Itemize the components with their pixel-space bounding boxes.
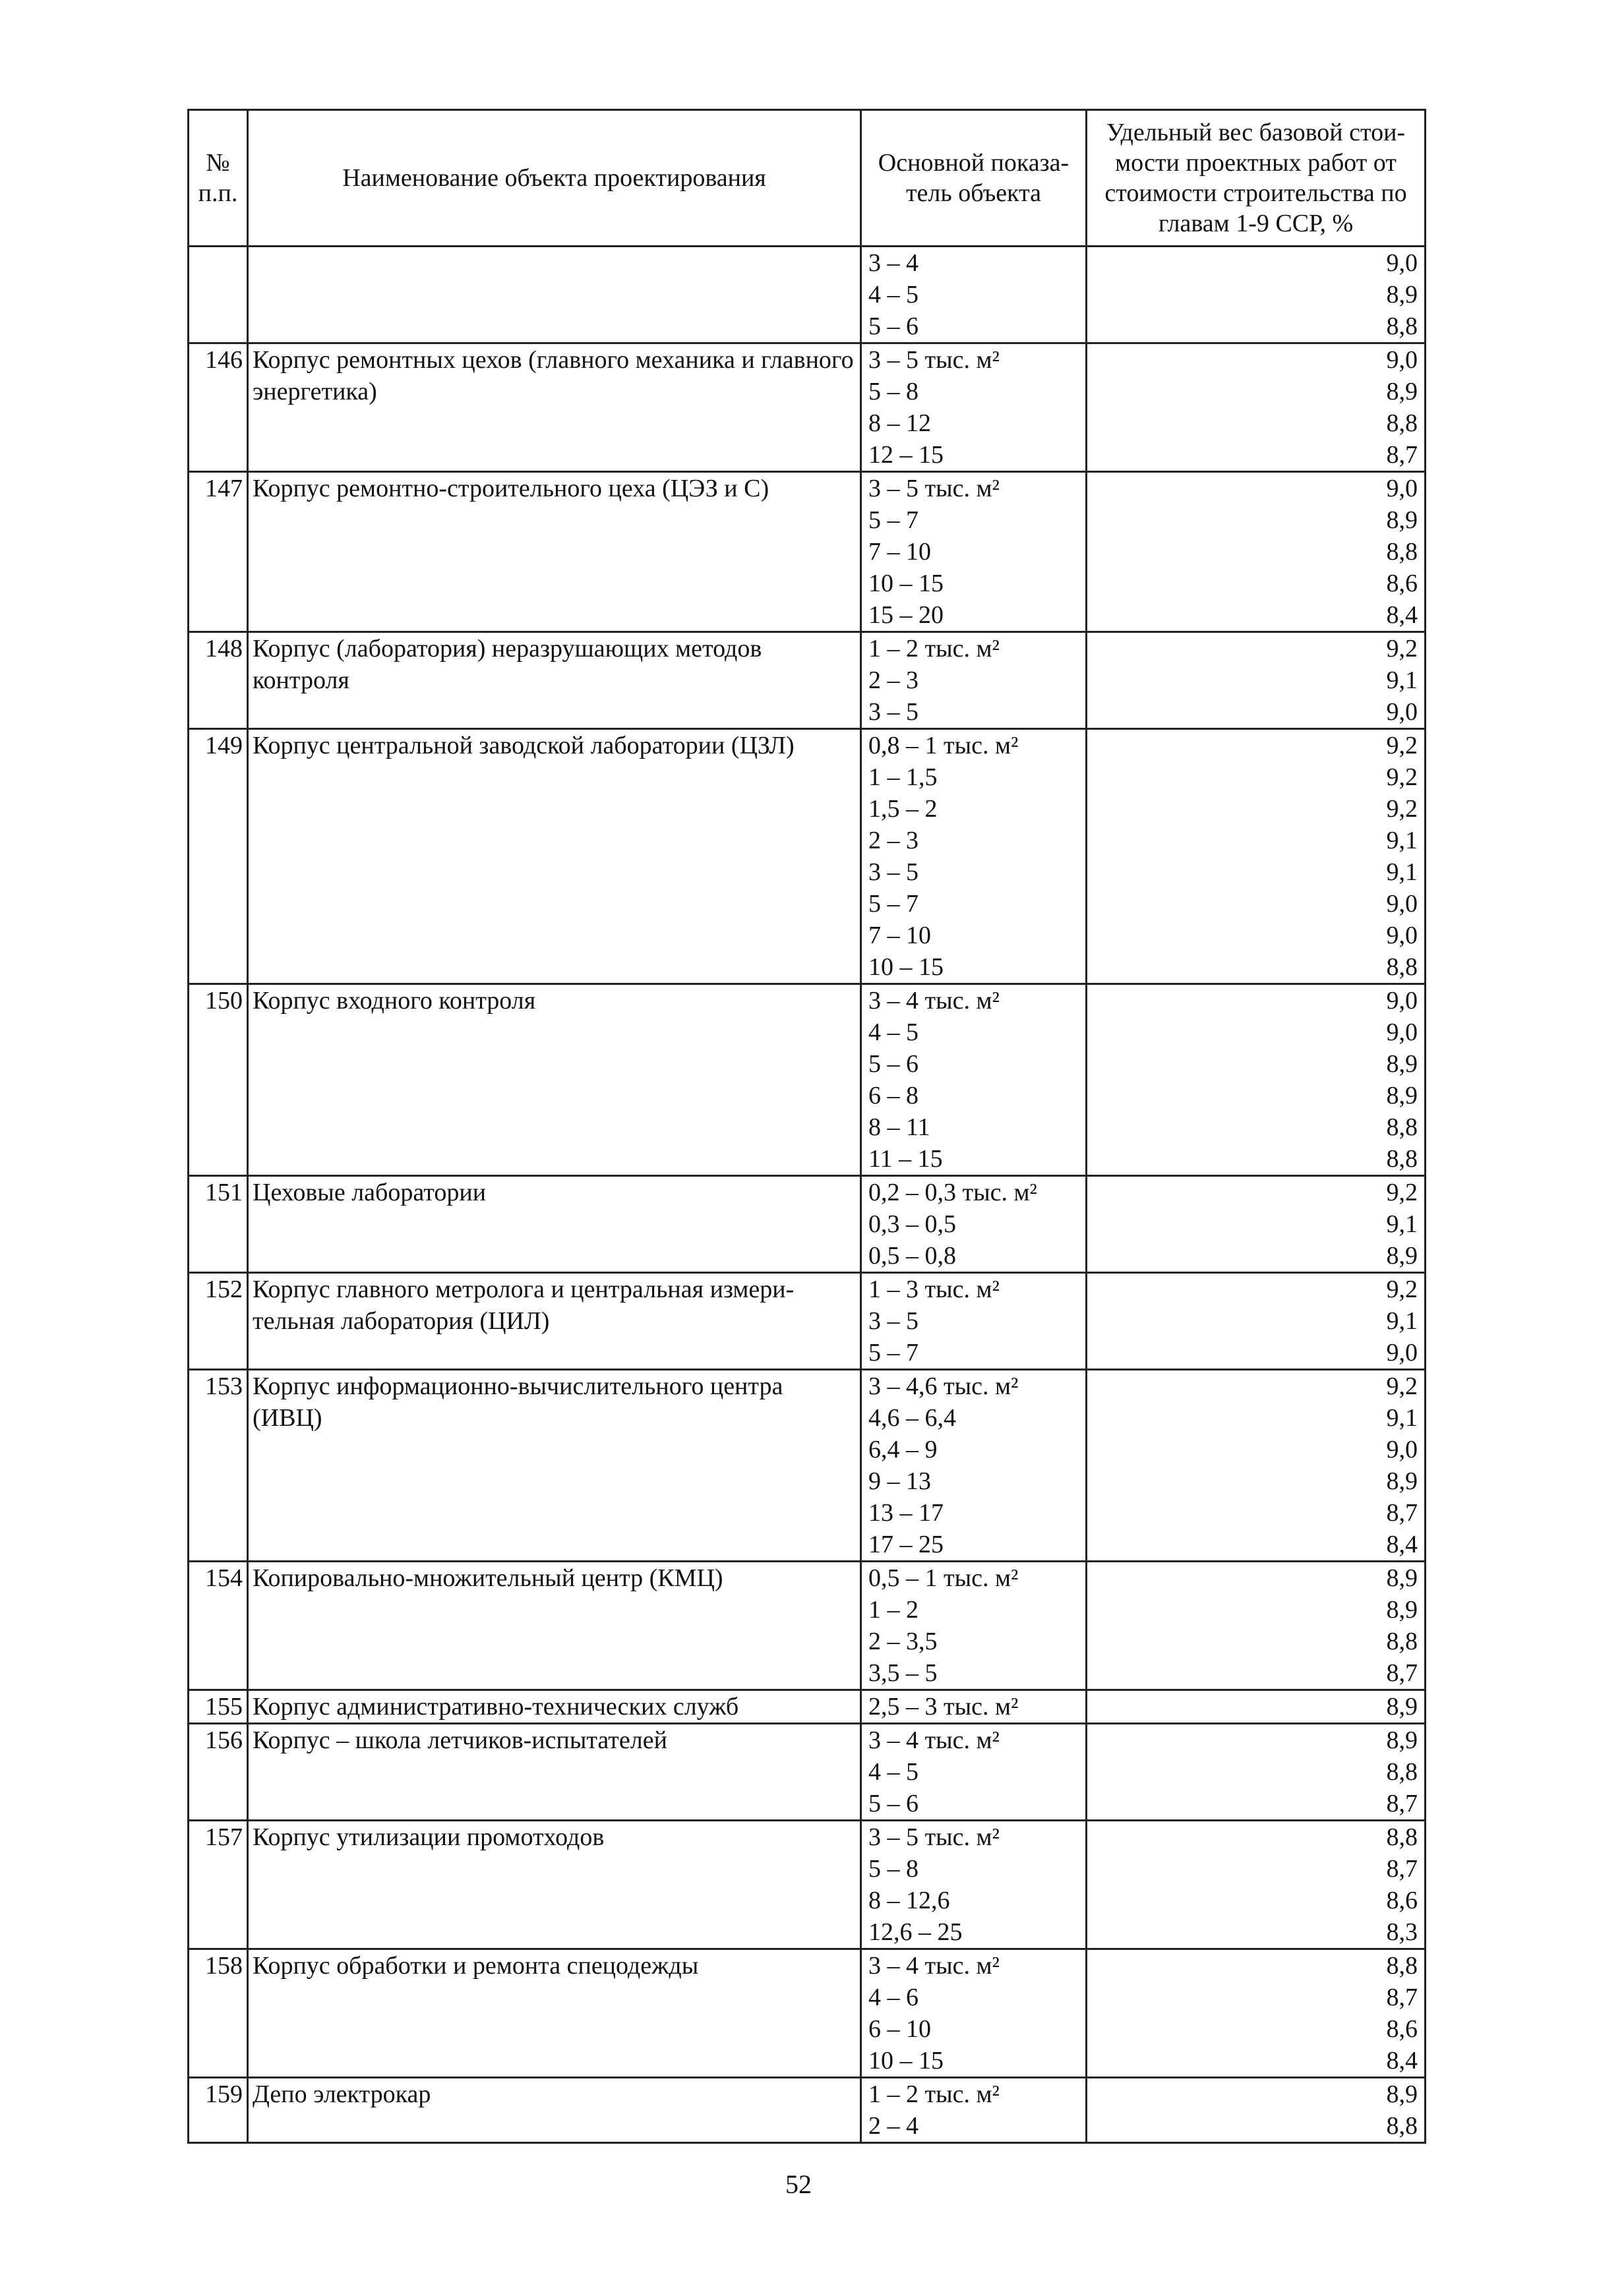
table-row: [189, 984, 1426, 1176]
share-value: 9,0: [1386, 1018, 1418, 1046]
share-value: 8,3: [1386, 1918, 1418, 1946]
indicator-cell: [861, 729, 1087, 984]
share-value: 9,0: [1386, 922, 1418, 949]
indicator-range: 5 – 7: [868, 890, 919, 918]
row-number: [189, 247, 248, 343]
object-name: Корпус ремонтно-строительного цеха (ЦЭЗ и С): [248, 472, 861, 632]
table-row: [189, 1273, 1426, 1370]
indicator-cell: [861, 1176, 1087, 1273]
share-value: 9,2: [1386, 795, 1418, 823]
share-value: 9,1: [1386, 666, 1418, 694]
indicator-cell: [861, 1370, 1087, 1562]
indicator-range: 3 – 5: [868, 858, 919, 886]
page-number: 52: [785, 2169, 812, 2199]
share-value: 8,9: [1386, 1082, 1418, 1109]
table-row: [189, 1562, 1426, 1690]
share-value: 8,7: [1386, 1659, 1418, 1687]
share-cell: [1087, 1949, 1426, 2078]
object-name: Корпус информационно-вычислительного центра (ИВЦ): [248, 1370, 861, 1562]
object-name: Корпус – школа летчиков-испытателей: [248, 1724, 861, 1821]
share-value: 8,9: [1386, 1050, 1418, 1078]
indicator-range: 11 – 15: [868, 1145, 943, 1173]
indicator-cell: [861, 2078, 1087, 2143]
share-cell: [1087, 632, 1426, 729]
indicator-cell: [861, 1690, 1087, 1724]
share-value: 8,8: [1386, 1113, 1418, 1141]
table-row: [189, 1724, 1426, 1821]
indicator-range: 3 – 4 тыс. м²: [868, 1952, 1000, 1980]
row-number: 147: [189, 472, 248, 632]
indicator-range: 10 – 15: [868, 2047, 944, 2075]
share-value: 8,8: [1386, 1758, 1418, 1786]
indicator-range: 3 – 4 тыс. м²: [868, 1726, 1000, 1754]
indicator-range: 4 – 5: [868, 1018, 919, 1046]
indicator-range: 1 – 2 тыс. м²: [868, 635, 1000, 662]
object-name: Корпус входного контроля: [248, 984, 861, 1176]
table-header-row: [189, 110, 1426, 247]
share-value: 9,2: [1386, 1276, 1418, 1303]
share-value: 9,0: [1386, 1339, 1418, 1367]
indicator-range: 6,4 – 9: [868, 1436, 938, 1463]
indicator-range: 2 – 3: [868, 827, 919, 854]
row-number: 148: [189, 632, 248, 729]
share-value: 8,9: [1386, 1242, 1418, 1270]
indicator-range: 8 – 12,6: [868, 1887, 950, 1914]
share-value: 8,9: [1386, 1596, 1418, 1624]
indicator-cell: [861, 984, 1087, 1176]
indicator-range: 3 – 5 тыс. м²: [868, 1823, 1000, 1851]
row-number: 155: [189, 1690, 248, 1724]
share-cell: [1087, 1562, 1426, 1690]
share-cell: [1087, 984, 1426, 1176]
indicator-range: 1 – 3 тыс. м²: [868, 1276, 1000, 1303]
share-value: 8,4: [1386, 2047, 1418, 2075]
table-row: [189, 632, 1426, 729]
indicator-range: 1,5 – 2: [868, 795, 938, 823]
share-cell: [1087, 1821, 1426, 1949]
indicator-range: 4,6 – 6,4: [868, 1404, 956, 1432]
indicator-range: 2 – 3: [868, 666, 919, 694]
indicator-range: 4 – 5: [868, 1758, 919, 1786]
indicator-range: 5 – 6: [868, 1790, 919, 1817]
indicator-cell: [861, 1273, 1087, 1370]
indicator-range: 3 – 5 тыс. м²: [868, 475, 1000, 502]
share-value: 8,9: [1386, 378, 1418, 405]
share-value: 8,9: [1386, 1564, 1418, 1592]
table-row: [189, 343, 1426, 472]
indicator-range: 3,5 – 5: [868, 1659, 938, 1687]
indicator-range: 0,8 – 1 тыс. м²: [868, 732, 1019, 759]
indicator-range: 9 – 13: [868, 1467, 931, 1495]
share-value: 8,4: [1386, 1531, 1418, 1558]
share-cell: [1087, 2078, 1426, 2143]
share-value: 9,0: [1386, 249, 1418, 277]
indicator-range: 8 – 12: [868, 409, 931, 437]
indicator-range: 3 – 4,6 тыс. м²: [868, 1372, 1019, 1400]
indicator-cell: [861, 1562, 1087, 1690]
share-value: 8,8: [1386, 2112, 1418, 2140]
share-value: 9,0: [1386, 346, 1418, 374]
share-value: 8,7: [1386, 1499, 1418, 1527]
row-number: 149: [189, 729, 248, 984]
table-row: [189, 1370, 1426, 1562]
share-cell: [1087, 1690, 1426, 1724]
object-name: Корпус (лаборатория) неразрушающих методов контроля: [248, 632, 861, 729]
header-number: № п.п.: [189, 110, 248, 247]
indicator-range: 13 – 17: [868, 1499, 944, 1527]
row-number: 157: [189, 1821, 248, 1949]
indicator-range: 3 – 4: [868, 249, 919, 277]
indicator-cell: [861, 1821, 1087, 1949]
indicator-cell: [861, 343, 1087, 472]
row-number: 151: [189, 1176, 248, 1273]
share-value: 8,8: [1386, 1952, 1418, 1980]
table-row: [189, 2078, 1426, 2143]
share-value: 8,8: [1386, 1145, 1418, 1173]
share-value: 8,7: [1386, 1790, 1418, 1817]
table-row: [189, 1690, 1426, 1724]
indicator-range: 5 – 7: [868, 506, 919, 534]
indicator-range: 1 – 1,5: [868, 763, 938, 791]
object-name: Корпус обработки и ремонта спецодежды: [248, 1949, 861, 2078]
table-row: [189, 1176, 1426, 1273]
indicator-range: 7 – 10: [868, 922, 931, 949]
share-value: 8,7: [1386, 1984, 1418, 2011]
object-name: Корпус главного метролога и центральная измери-тельная лаборатория (ЦИЛ): [248, 1273, 861, 1370]
share-value: 8,9: [1386, 2080, 1418, 2108]
share-value: 8,7: [1386, 1855, 1418, 1883]
indicator-range: 15 – 20: [868, 601, 944, 629]
indicator-range: 2,5 – 3 тыс. м²: [868, 1693, 1019, 1721]
share-cell: [1087, 1370, 1426, 1562]
share-value: 8,4: [1386, 601, 1418, 629]
row-number: 154: [189, 1562, 248, 1690]
header-object-name: Наименование объекта проектирования: [248, 110, 861, 247]
indicator-range: 10 – 15: [868, 570, 944, 597]
share-value: 8,9: [1386, 1693, 1418, 1721]
share-value: 9,2: [1386, 635, 1418, 662]
indicator-range: 8 – 11: [868, 1113, 930, 1141]
share-value: 9,0: [1386, 698, 1418, 726]
indicator-range: 12,6 – 25: [868, 1918, 963, 1946]
table-body: [189, 247, 1426, 2143]
share-value: 9,2: [1386, 763, 1418, 791]
share-cell: [1087, 1273, 1426, 1370]
header-cost-share: Удельный вес базовой стои-мости проектных работ от стоимости строительства по главам 1-9 ССР, %: [1087, 110, 1426, 247]
table-row: [189, 729, 1426, 984]
indicator-cell: [861, 632, 1087, 729]
share-value: 8,9: [1386, 1467, 1418, 1495]
share-value: 9,1: [1386, 1210, 1418, 1238]
share-value: 8,6: [1386, 570, 1418, 597]
indicator-range: 12 – 15: [868, 441, 944, 469]
indicator-range: 5 – 6: [868, 312, 919, 340]
cost-share-table: [187, 109, 1426, 2144]
share-value: 9,1: [1386, 1307, 1418, 1335]
share-value: 9,2: [1386, 1372, 1418, 1400]
share-value: 8,8: [1386, 953, 1418, 981]
table-row: [189, 472, 1426, 632]
share-value: 8,8: [1386, 538, 1418, 566]
row-number: 146: [189, 343, 248, 472]
indicator-range: 6 – 10: [868, 2015, 931, 2043]
indicator-range: 1 – 2: [868, 1596, 919, 1624]
indicator-range: 2 – 3,5: [868, 1628, 938, 1655]
share-value: 8,8: [1386, 1628, 1418, 1655]
object-name: [248, 247, 861, 343]
indicator-range: 3 – 5: [868, 698, 919, 726]
share-value: 8,6: [1386, 2015, 1418, 2043]
share-value: 9,1: [1386, 827, 1418, 854]
object-name: Корпус административно-технических служб: [248, 1690, 861, 1724]
indicator-range: 3 – 5: [868, 1307, 919, 1335]
indicator-range: 5 – 6: [868, 1050, 919, 1078]
share-value: 8,9: [1386, 1726, 1418, 1754]
row-number: 153: [189, 1370, 248, 1562]
object-name: Цеховые лаборатории: [248, 1176, 861, 1273]
share-value: 9,1: [1386, 1404, 1418, 1432]
share-value: 8,9: [1386, 281, 1418, 309]
share-value: 9,2: [1386, 732, 1418, 759]
share-cell: [1087, 247, 1426, 343]
row-number: 150: [189, 984, 248, 1176]
indicator-range: 1 – 2 тыс. м²: [868, 2080, 1000, 2108]
share-cell: [1087, 343, 1426, 472]
row-number: 152: [189, 1273, 248, 1370]
row-number: 159: [189, 2078, 248, 2143]
table-row: [189, 1949, 1426, 2078]
share-value: 8,8: [1386, 1823, 1418, 1851]
object-name: Депо электрокар: [248, 2078, 861, 2143]
object-name: Корпус ремонтных цехов (главного механика и главного энергетика): [248, 343, 861, 472]
object-name: Копировально-множительный центр (КМЦ): [248, 1562, 861, 1690]
share-value: 8,9: [1386, 506, 1418, 534]
table-row: [189, 247, 1426, 343]
indicator-range: 0,5 – 1 тыс. м²: [868, 1564, 1019, 1592]
share-cell: [1087, 1724, 1426, 1821]
indicator-range: 5 – 8: [868, 378, 919, 405]
indicator-range: 4 – 5: [868, 281, 919, 309]
indicator-range: 0,3 – 0,5: [868, 1210, 956, 1238]
share-value: 9,0: [1386, 987, 1418, 1015]
indicator-range: 0,5 – 0,8: [868, 1242, 956, 1270]
object-name: Корпус утилизации промотходов: [248, 1821, 861, 1949]
indicator-range: 4 – 6: [868, 1984, 919, 2011]
indicator-range: 2 – 4: [868, 2112, 919, 2140]
indicator-range: 5 – 8: [868, 1855, 919, 1883]
share-value: 8,8: [1386, 312, 1418, 340]
indicator-cell: [861, 247, 1087, 343]
indicator-range: 17 – 25: [868, 1531, 944, 1558]
object-name: Корпус центральной заводской лаборатории (ЦЗЛ): [248, 729, 861, 984]
indicator-range: 3 – 4 тыс. м²: [868, 987, 1000, 1015]
share-cell: [1087, 729, 1426, 984]
share-value: 9,0: [1386, 890, 1418, 918]
indicator-cell: [861, 1724, 1087, 1821]
indicator-cell: [861, 472, 1087, 632]
indicator-range: 10 – 15: [868, 953, 944, 981]
indicator-range: 5 – 7: [868, 1339, 919, 1367]
share-value: 8,6: [1386, 1887, 1418, 1914]
indicator-range: 7 – 10: [868, 538, 931, 566]
share-value: 8,7: [1386, 441, 1418, 469]
indicator-range: 0,2 – 0,3 тыс. м²: [868, 1179, 1037, 1206]
share-cell: [1087, 1176, 1426, 1273]
share-value: 8,8: [1386, 409, 1418, 437]
indicator-range: 3 – 5 тыс. м²: [868, 346, 1000, 374]
share-value: 9,2: [1386, 1179, 1418, 1206]
share-value: 9,0: [1386, 475, 1418, 502]
row-number: 158: [189, 1949, 248, 2078]
share-value: 9,1: [1386, 858, 1418, 886]
table-row: [189, 1821, 1426, 1949]
share-cell: [1087, 472, 1426, 632]
share-value: 9,0: [1386, 1436, 1418, 1463]
header-main-indicator: Основной показа-тель объекта: [861, 110, 1087, 247]
indicator-cell: [861, 1949, 1087, 2078]
indicator-range: 6 – 8: [868, 1082, 919, 1109]
row-number: 156: [189, 1724, 248, 1821]
